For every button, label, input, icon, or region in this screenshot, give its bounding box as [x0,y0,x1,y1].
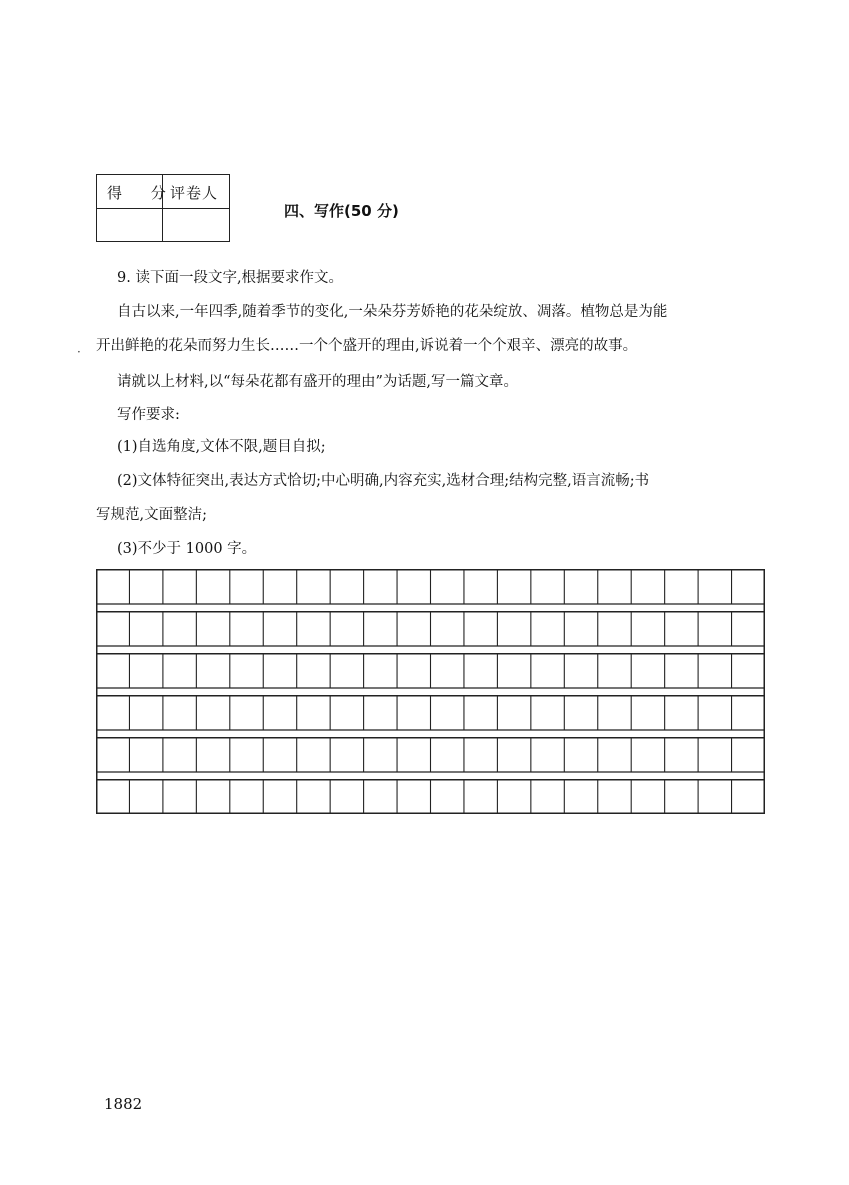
writing-grid[interactable] [96,569,765,814]
grader-label: 评卷人 [170,184,219,202]
requirement-1: (1)自选角度,文体不限,题目自拟; [117,439,326,455]
task-statement: 请就以上材料,以“每朵花都有盛开的理由”为话题,写一篇文章。 [117,374,519,390]
score-box-row-divider [97,208,229,209]
material-line-1: 自古以来,一年四季,随着季节的变化,一朵朵芬芳娇艳的花朵绽放、凋落。植物总是为能 [117,304,668,320]
margin-dot: · [77,345,81,359]
requirements-title: 写作要求: [117,407,180,423]
score-label: 得 分 [107,184,178,202]
material-line-2: 开出鲜艳的花朵而努力生长……一个个盛开的理由,诉说着一个个艰辛、漂亮的故事。 [96,338,638,354]
requirement-3: (3)不少于 1000 字。 [117,541,257,557]
page-number: 1882 [104,1095,143,1113]
requirement-2-line-1: (2)文体特征突出,表达方式恰切;中心明确,内容充实,选材合理;结构完整,语言流畅;书 [117,473,650,489]
question-stem: 9. 读下面一段文字,根据要求作文。 [117,270,344,286]
requirement-2-line-2: 写规范,文面整洁; [96,507,207,523]
score-box [96,174,230,242]
section-title: 四、写作(50 分) [284,202,399,220]
